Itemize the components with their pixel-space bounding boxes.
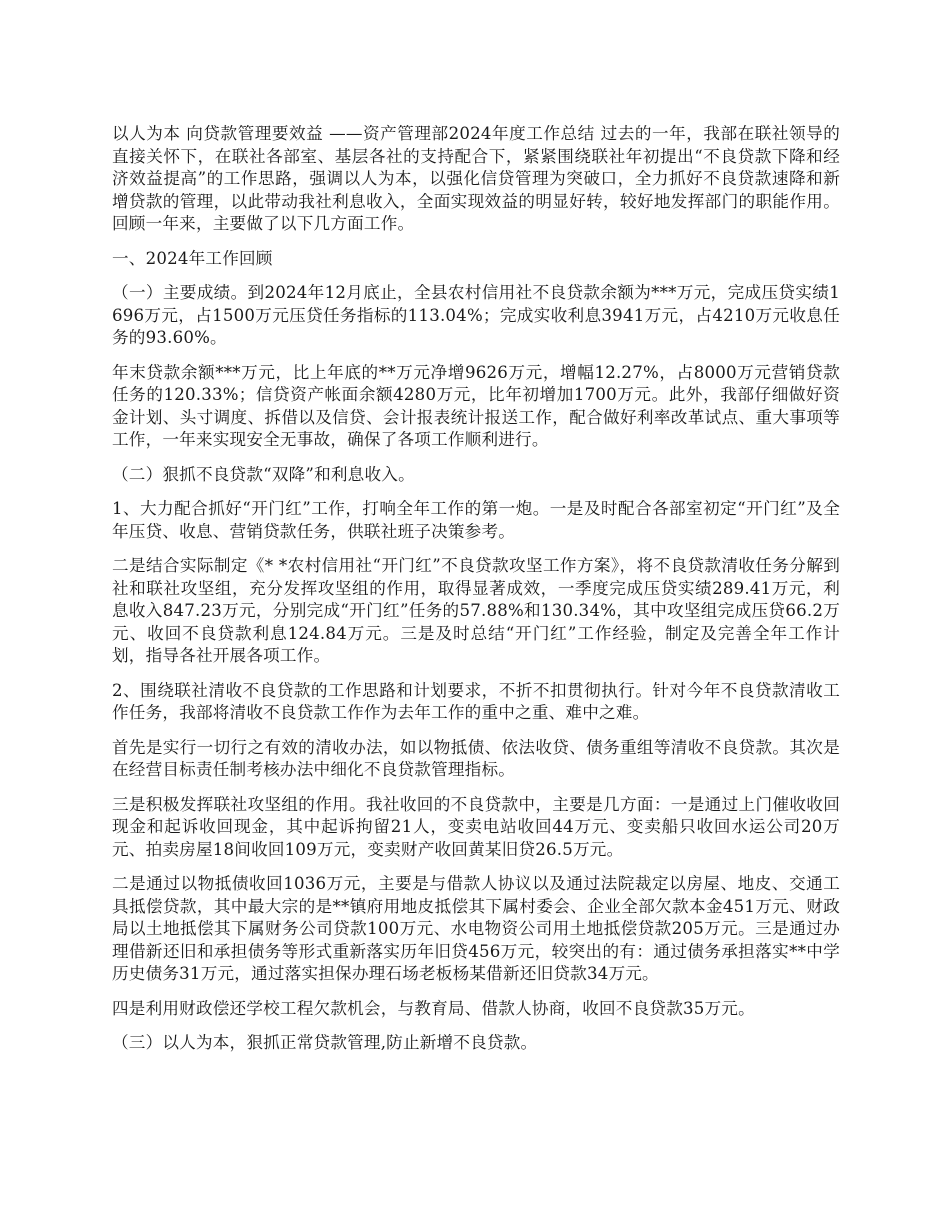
paragraph-kaimenhong-plan: 二是结合实际制定《* *农村信用社“开门红”不良贷款攻坚工作方案》，将不良贷款清收任务分解到社和联社攻坚组，充分发挥攻坚组的作用，取得显著成效，一季度完成压贷实绩289.41万元，利息收入847.23万元，分别完成“开门红”任务的57.88%和130.34%，其中攻坚组完成压贷66.2万元、收回不良贷款利息124.84万元。三是及时总结“开门红”工作经验，制定及完善全年工作计划，指导各社开展各项工作。	[112, 556, 840, 665]
section-heading-review: 一、2024年工作回顾	[112, 248, 273, 268]
paragraph-collection-approach: 2、围绕联社清收不良贷款的工作思路和计划要求，不折不扣贯彻执行。针对今年不良贷款清收工作任务，我部将清收不良贷款工作作为去年工作的重中之重、难中之难。	[112, 680, 840, 722]
paragraph-kaimenhong: 1、大力配合抓好“开门红”工作，打响全年工作的第一炮。一是及时配合各部室初定“开门红”及全年压贷、收息、营销贷款任务，供联社班子决策参考。	[112, 499, 840, 541]
paragraph-task-force: 三是积极发挥联社攻坚组的作用。我社收回的不良贷款中，主要是几方面：一是通过上门催收收回现金和起诉收回现金，其中起诉拘留21人，变卖电站收回44万元、变卖船只收回水运公司20万元、拍卖房屋18间收回109万元，变卖财产收回黄某旧贷26.5万元。	[112, 794, 840, 859]
intro-paragraph: 以人为本 向贷款管理要效益 ——资产管理部2024年度工作总结 过去的一年，我部在联社领导的直接关怀下，在联社各部室、基层各社的支持配合下，紧紧围绕联社年初提出“不良贷款下降和经济效益提高”的工作思路，强调以人为本，以强化信贷管理为突破口，全力抓好不良贷款速降和新增贷款的管理，以此带动我社利息收入，全面实现效益的明显好转，较好地发挥部门的职能作用。回顾一年来，主要做了以下几方面工作。	[112, 124, 840, 233]
subheading-normal-loans: （三）以人为本，狠抓正常贷款管理,防止新增不良贷款。	[112, 1033, 538, 1052]
paragraph-loan-balance: 年末贷款余额***万元，比上年底的**万元净增9626万元，增幅12.27%，占8000万元营销贷款任务的120.33%；信贷资产帐面余额4280万元，比年初增加1700万元。此外，我部仔细做好资金计划、头寸调度、拆借以及信贷、会计报表统计报送工作，配合做好利率改革试点、重大事项等工作，一年来实现安全无事故，确保了各项工作顺利进行。	[112, 362, 840, 449]
subheading-double-reduction: （二）狠抓不良贷款“双降”和利息收入。	[112, 464, 415, 484]
paragraph-debt-repayment: 二是通过以物抵债收回1036万元，主要是与借款人协议以及通过法院裁定以房屋、地皮、交通工具抵偿贷款，其中最大宗的是**镇府用地皮抵偿其下属村委会、企业全部欠款本金451万元、财政局以土地抵偿其下属财务公司贷款100万元、水电物资公司用土地抵偿贷款205万元。三是通过办理借新还旧和承担债务等形式重新落实历年旧贷456万元，较突出的有：通过债务承担落实**中学历史债务31万元，通过落实担保办理石场老板杨某借新还旧贷款34万元。	[112, 874, 840, 983]
paragraph-collection-methods: 首先是实行一切行之有效的清收办法，如以物抵债、依法收贷、债务重组等清收不良贷款。其次是在经营目标责任制考核办法中细化不良贷款管理指标。	[112, 737, 840, 779]
paragraph-main-achievements: （一）主要成绩。到2024年12月底止，全县农村信用社不良贷款余额为***万元，完成压贷实绩1696万元，占1500万元压贷任务指标的113.04%；完成实收利息3941万元，占4210万元收息任务的93.60%。	[112, 283, 840, 347]
paragraph-school-funds: 四是利用财政偿还学校工程欠款机会，与教育局、借款人协商，收回不良贷款35万元。	[112, 998, 755, 1018]
document-body	[112, 123, 840, 1067]
